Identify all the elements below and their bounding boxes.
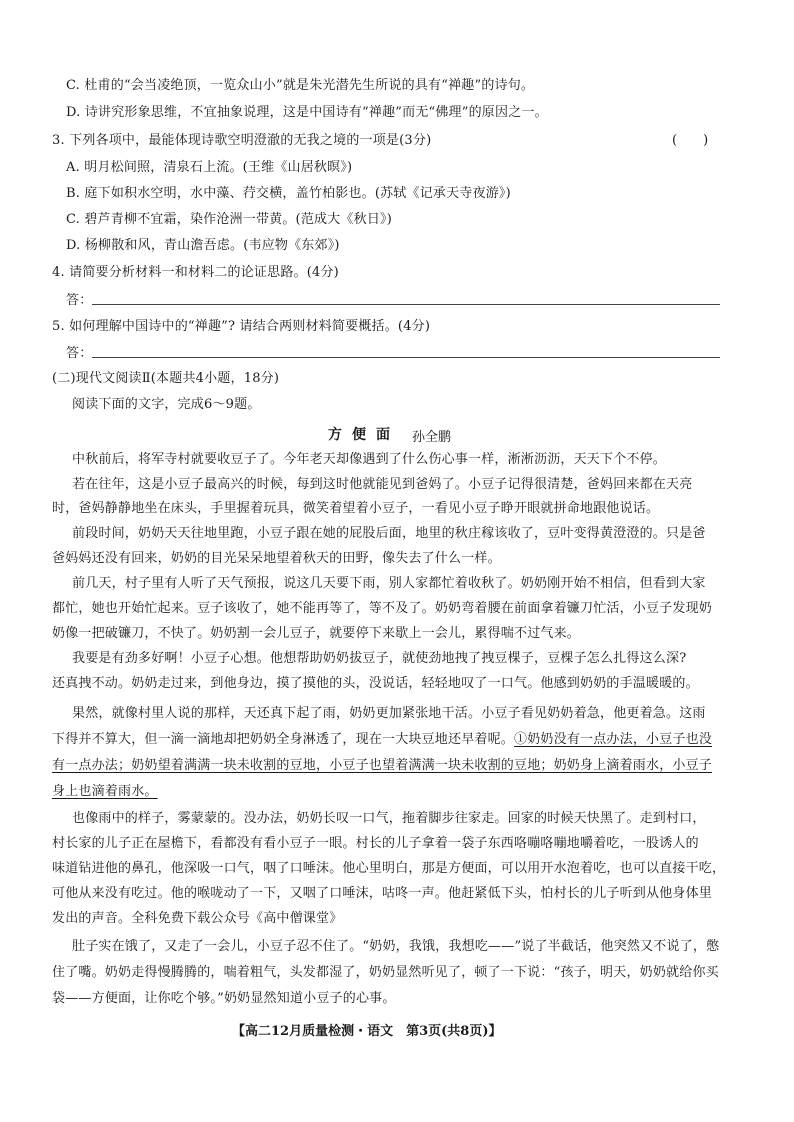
q3-stem: 3. 下列各项中，最能体现诗歌空明澄澈的无我之境的一项是(3分) — [52, 133, 432, 148]
page-footer: 【高二12月质量检测・语文 第3页(共8页)】 — [232, 1024, 502, 1039]
passage-line: 若在往年，这是小豆子最高兴的时候，每到这时他就能见到爸妈了。小豆子记得很清楚，爸妈回来都在天亮 — [72, 477, 693, 492]
passage-line: 果然，就像村里人说的那样，天还真下起了雨，奶奶更加紧张地干活。小豆子看见奶奶着急，他更着急。这雨 — [72, 706, 706, 721]
q3-option-d: D. 杨柳散和风，青山澹吾虑。(韦应物《东郊》) — [66, 238, 340, 253]
q3-option-b: B. 庭下如积水空明，水中藻、荇交横，盖竹柏影也。(苏轼《记承天寺夜游》) — [66, 186, 511, 201]
underlined-sentence-1-cont: 有一点办法；奶奶望着满满一块未收割的豆地，小豆子也望着满满一块未收割的豆地；奶奶身上滴着雨水，小豆子 — [52, 758, 713, 773]
passage-line: 前几天，村子里有人听了天气预报，说这几天要下雨，别人家都忙着收秋了。奶奶刚开始不相信，但看到大家 — [72, 576, 706, 591]
passage-line: 发出的声音。全科免费下载公众号《高中僧课堂》 — [52, 911, 343, 926]
passage-line: 村长家的儿子正在屋檐下，看都没有看小豆子一眼。村长的儿子拿着一袋子东西咯嘣咯嘣地嚼着吃，一股诱人的 — [52, 836, 699, 851]
passage-title: 方便面 — [328, 427, 400, 443]
q4-answer-label: 答： — [66, 293, 93, 308]
q4-stem: 4. 请简要分析材料一和材料二的论证思路。(4分) — [52, 265, 339, 280]
section-instruction: 阅读下面的文字，完成6～9题。 — [72, 397, 261, 412]
underlined-sentence-1: ①奶奶没有一点办法，小豆子也没 — [514, 732, 713, 747]
passage-line: 中秋前后，将军寺村就要收豆子了。今年老天却像遇到了什么伤心事一样，淅淅沥沥，天天下个不停。 — [72, 452, 667, 467]
passage-line: 也像雨中的样子，雾蒙蒙的。没办法，奶奶长叹一口气，拖着脚步往家走。回家的时候天快黑了。走到村口， — [72, 811, 706, 826]
passage-line: 奶像一把破镰刀，不快了。奶奶割一会儿豆子，就要停下来歇上一会儿，累得喘不过气来。 — [52, 626, 581, 641]
passage-line: 时，爸妈静静地坐在床头，手里握着玩具，微笑着望着小豆子，一看见小豆子睁开眼就拼命地跟他说话。 — [52, 501, 660, 516]
q3-answer-paren: ( ) — [672, 133, 709, 148]
q5-answer-line[interactable] — [92, 357, 720, 358]
section-heading: (二)现代文阅读Ⅱ(本题共4小题，18分) — [52, 371, 280, 386]
passage-line: 还真拽不动。奶奶走过来，到他身边，摸了摸他的头，没说话，轻轻地叹了一口气。他感到奶奶的手温暖暖的。 — [52, 676, 699, 691]
passage-line: 住了嘴。奶奶走得慢腾腾的，喘着粗气，头发都湿了，奶奶显然听见了，顿了一下说：“孩子，明天，奶奶就给你买 — [52, 965, 719, 980]
passage-line: 味道钻进他的鼻孔，他深吸一口气，咽了口唾沫。他心里明白，那是方便面，可以用开水泡着吃，也可以直接干吃， — [52, 861, 726, 876]
passage-line: 肚子实在饿了，又走了一会儿，小豆子忍不住了。“奶奶，我饿，我想吃——”说了半截话，他突然又不说了，憋 — [72, 939, 720, 954]
q2-option-c: C. 杜甫的“会当凌绝顶，一览众山小”就是朱光潜先生所说的具有“禅趣”的诗句。 — [66, 78, 535, 93]
passage-text: 下得并不算大，但一滴一滴地却把奶奶全身淋透了，现在一大块豆地还早着呢。 — [52, 732, 515, 747]
q5-answer-label: 答： — [66, 346, 93, 361]
q5-stem: 5. 如何理解中国诗中的“禅趣”? 请结合两则材料简要概括。(4分) — [52, 319, 431, 334]
passage-line: 前段时间，奶奶天天往地里跑，小豆子跟在她的屁股后面，地里的秋庄稼该收了，豆叶变得黄澄澄的。只是爸 — [72, 526, 706, 541]
q3-option-c: C. 碧芦青柳不宜霜，染作沧洲一带黄。(范成大《秋日》) — [66, 212, 392, 227]
passage-line: 我要是有劲多好啊！小豆子心想。他想帮助奶奶拔豆子，就使劲地拽了拽豆棵子，豆棵子怎么扎得这么深? — [72, 651, 687, 666]
passage-author: 孙全鹏 — [412, 430, 452, 445]
q4-answer-line[interactable] — [92, 304, 720, 305]
passage-line — [52, 731, 712, 749]
underlined-sentence-1-end: 身上也滴着雨水。 — [52, 784, 158, 799]
passage-line: 爸妈妈还没有回来，奶奶的目光呆呆地望着秋天的田野，像失去了什么一样。 — [52, 551, 501, 566]
q3-option-a: A. 明月松间照，清泉石上流。(王维《山居秋暝》) — [66, 160, 353, 175]
q2-option-d: D. 诗讲究形象思维，不宜抽象说理，这是中国诗有“禅趣”而无“佛理”的原因之一。 — [66, 105, 548, 120]
passage-line: 可他从来没有吃过。他的喉咙动了一下，又咽了口唾沫，咕咚一声。他赶紧低下头，怕村长的儿子听到从他身体里 — [52, 886, 713, 901]
passage-line: 袋——方便面，让你吃个够。”奶奶显然知道小豆子的心事。 — [52, 991, 396, 1006]
passage-line: 都忙，她也开始忙起来。豆子该收了，她不能再等了，等不及了。奶奶弯着腰在前面拿着镰刀忙活，小豆子发现奶 — [52, 601, 713, 616]
